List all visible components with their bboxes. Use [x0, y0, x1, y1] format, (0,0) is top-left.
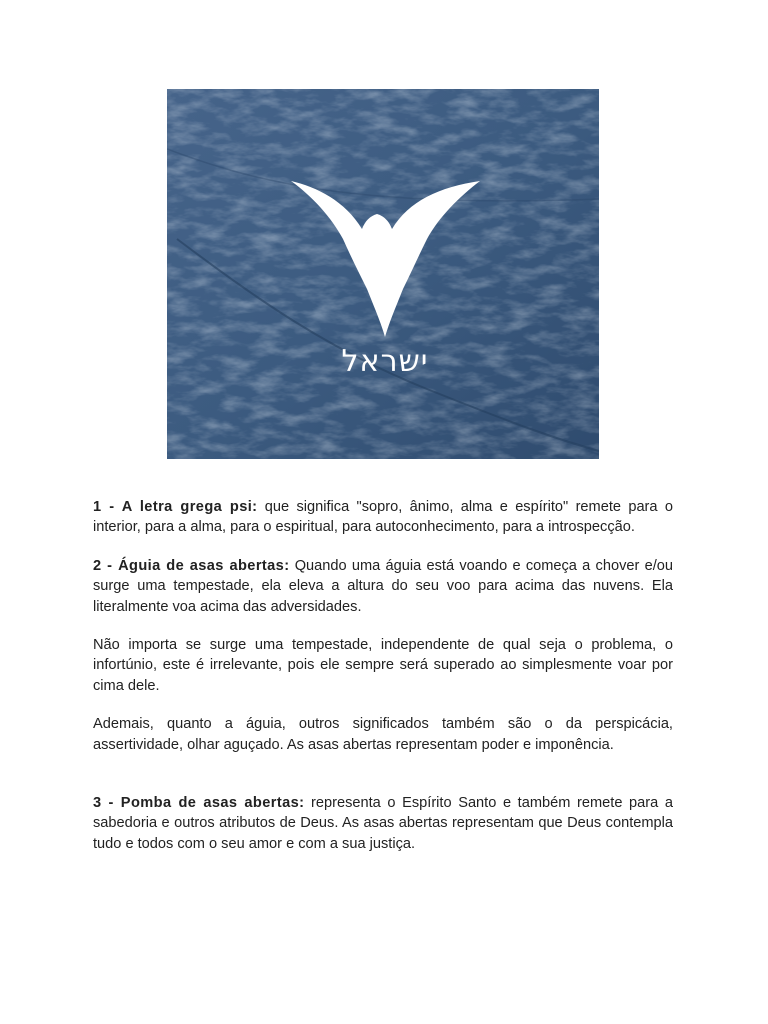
- text-eagle-meaning: Ademais, quanto a águia, outros significados também são o da perspicácia, assertividade, olhar aguçado. As asas abertas representam poder e imponência.: [93, 716, 673, 753]
- logo-svg: [167, 89, 599, 459]
- document-body: [93, 497, 673, 872]
- heading-dove: 3 - Pomba de asas abertas:: [93, 795, 305, 812]
- text-psi: que significa "sopro, ânimo, alma e espírito" remete para o interior, para a alma, para o espiritual, para autoconhecimento, para a introspecção.: [93, 499, 673, 536]
- heading-eagle: 2 - Águia de asas abertas:: [93, 557, 290, 574]
- paragraph-eagle-meaning: [93, 714, 673, 755]
- paragraph-psi: [93, 497, 673, 538]
- text-storm: Não importa se surge uma tempestade, independente de qual seja o problema, o infortúnio, este é irrelevante, pois ele sempre será superado ao simplesmente voar por cima dele.: [93, 637, 673, 694]
- hebrew-title: ישראל: [341, 344, 429, 379]
- paragraph-storm: [93, 635, 673, 696]
- text-eagle: Quando uma águia está voando e começa a chover e/ou surge uma tempestade, ela eleva a altura do seu voo para acima das nuvens. Ela literalmente voa acima das adversidades.: [93, 557, 673, 615]
- text-dove: representa o Espírito Santo e também remete para a sabedoria e outros atributos de Deus. As asas abertas representam que Deus contempla tudo e todos com o seu amor e com a sua justiça.: [93, 795, 673, 852]
- paragraph-eagle: [93, 556, 673, 617]
- logo-image: [167, 89, 599, 459]
- paragraph-dove: [93, 793, 673, 854]
- heading-psi: 1 - A letra grega psi:: [93, 499, 258, 515]
